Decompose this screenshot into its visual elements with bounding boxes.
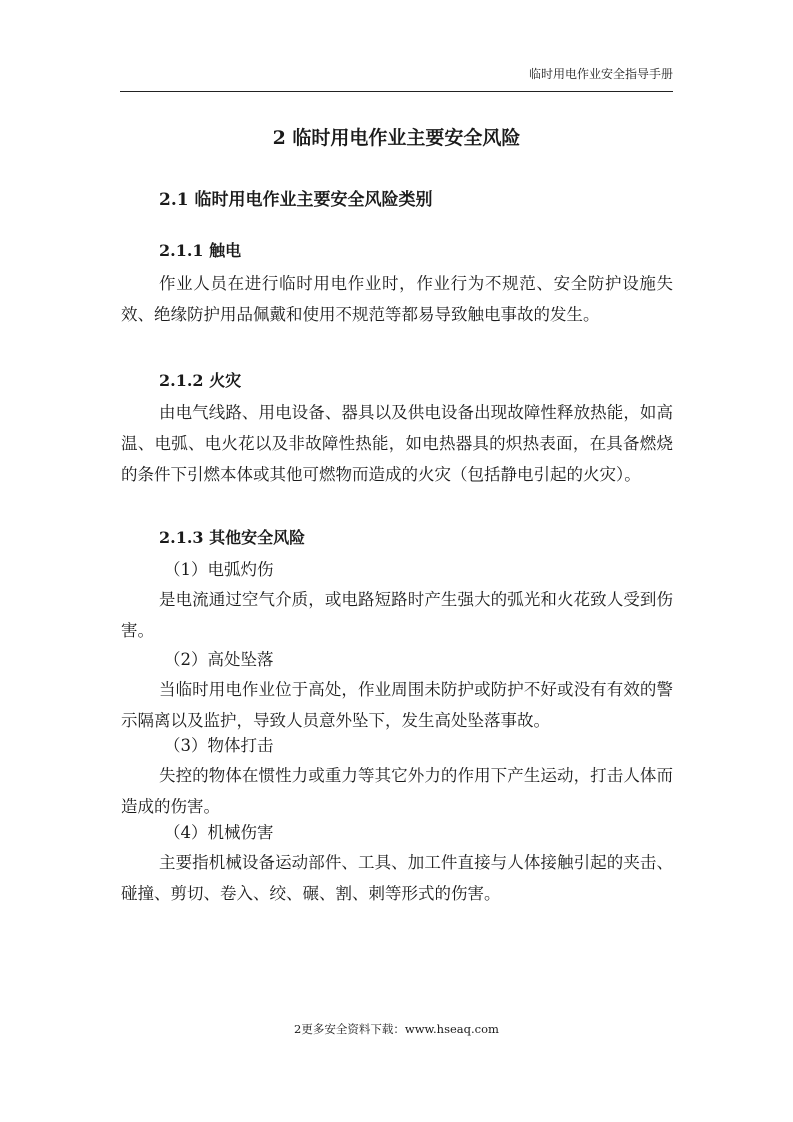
fire-paragraph: 由电气线路、用电设备、器具以及供电设备出现故障性释放热能，如高温、电弧、电火花以及非故障性热能，如电热器具的炽热表面，在具备燃烧的条件下引燃本体或其他可燃物而造成的火灾（包括静电引起的火灾）。: [121, 403, 673, 484]
page-footer: 2更多安全资料下载：www.hseaq.com: [294, 1022, 499, 1036]
item-label-fall-from-height: （2）高处坠落: [164, 650, 274, 669]
subsection-title-electric-shock: 2.1.1 触电: [159, 241, 242, 260]
chapter-title: 2 临时用电作业主要安全风险: [272, 127, 521, 149]
subsection-title-fire: 2.1.2 火灾: [159, 371, 242, 390]
arc-burn-paragraph: 是电流通过空气介质，或电路短路时产生强大的弧光和火花致人受到伤害。: [121, 590, 673, 640]
subsection-title-other-risks: 2.1.3 其他安全风险: [159, 528, 306, 547]
item-label-mechanical-injury: （4）机械伤害: [164, 823, 274, 842]
header-divider: [120, 91, 673, 92]
fall-from-height-paragraph: 当临时用电作业位于高处，作业周围未防护或防护不好或没有有效的警示隔离以及监护，导致人员意外坠下，发生高处坠落事故。: [121, 680, 673, 730]
item-label-object-strike: （3）物体打击: [164, 736, 274, 755]
item-label-arc-burn: （1）电弧灼伤: [164, 560, 274, 579]
electric-shock-paragraph: 作业人员在进行临时用电作业时，作业行为不规范、安全防护设施失效、绝缘防护用品佩戴和使用不规范等都易导致触电事故的发生。: [121, 274, 673, 324]
section-title: 2.1 临时用电作业主要安全风险类别: [159, 190, 433, 210]
object-strike-paragraph: 失控的物体在惯性力或重力等其它外力的作用下产生运动，打击人体而造成的伤害。: [121, 766, 673, 816]
mechanical-injury-paragraph: 主要指机械设备运动部件、工具、加工件直接与人体接触引起的夹击、碰撞、剪切、卷入、绞、碾、割、刺等形式的伤害。: [121, 853, 673, 903]
running-header: 临时用电作业安全指导手册: [528, 67, 673, 81]
